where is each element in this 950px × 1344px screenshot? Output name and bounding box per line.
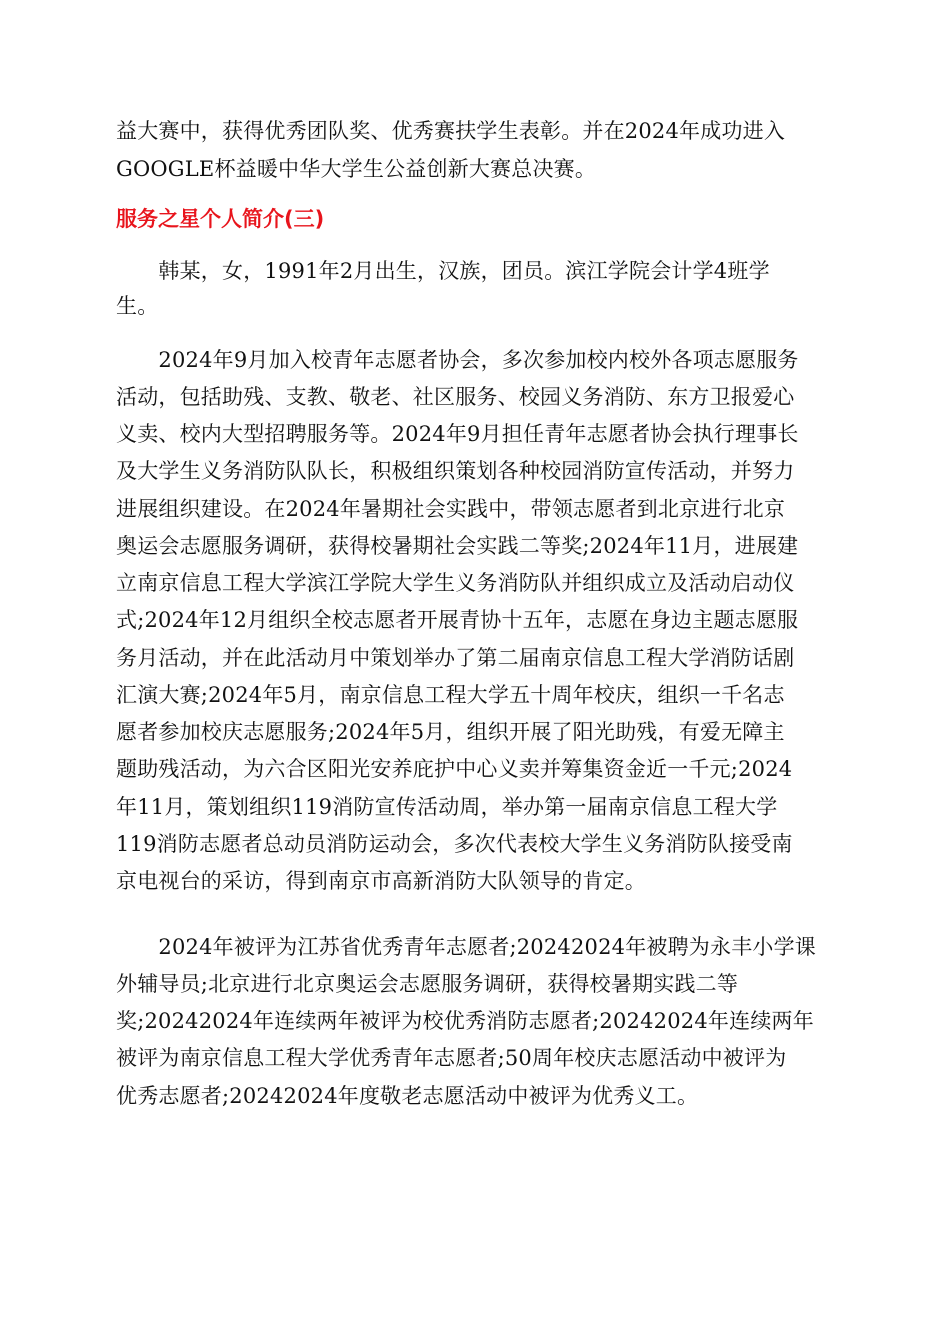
paragraph-line: 被评为南京信息工程大学优秀青年志愿者;50周年校庆志愿活动中被评为 xyxy=(116,1046,787,1070)
paragraph-line: 韩某，女，1991年2月出生，汉族，团员。滨江学院会计学4班学 xyxy=(116,259,770,283)
paragraph-line: 务月活动，并在此活动月中策划举办了第二届南京信息工程大学消防话剧 xyxy=(116,646,795,670)
paragraph-line: 2024年被评为江苏省优秀青年志愿者;20242024年被聘为永丰小学课 xyxy=(116,935,817,959)
paragraph-line: 式;2024年12月组织全校志愿者开展青协十五年，志愿在身边主题志愿服 xyxy=(116,608,799,632)
paragraph-line: 立南京信息工程大学滨江学院大学生义务消防队并组织成立及活动启动仪 xyxy=(116,571,795,595)
section-heading: 服务之星个人简介(三) xyxy=(116,207,325,231)
paragraph-line: 汇演大赛;2024年5月，南京信息工程大学五十周年校庆，组织一千名志 xyxy=(116,683,785,707)
intro-line: GOOGLE杯益暖中华大学生公益创新大赛总决赛。 xyxy=(116,157,597,181)
paragraph-line: 活动，包括助残、支教、敬老、社区服务、校园义务消防、东方卫报爱心 xyxy=(116,385,795,409)
paragraph-line: 愿者参加校庆志愿服务;2024年5月，组织开展了阳光助残，有爱无障主 xyxy=(116,720,785,744)
paragraph-line: 奥运会志愿服务调研，获得校暑期社会实践二等奖;2024年11月，进展建 xyxy=(116,534,799,558)
paragraph-line: 进展组织建设。在2024年暑期社会实践中，带领志愿者到北京进行北京 xyxy=(116,497,786,521)
paragraph-line: 外辅导员;北京进行北京奥运会志愿服务调研，获得校暑期实践二等 xyxy=(116,972,739,996)
paragraph-line: 119消防志愿者总动员消防运动会，多次代表校大学生义务消防队接受南 xyxy=(116,832,793,856)
paragraph-line: 2024年9月加入校青年志愿者协会，多次参加校内校外各项志愿服务 xyxy=(116,348,799,372)
paragraph-line: 及大学生义务消防队队长，积极组织策划各种校园消防宣传活动，并努力 xyxy=(116,459,795,483)
paragraph-line: 生。 xyxy=(116,294,159,318)
paragraph-line: 题助残活动，为六合区阳光安养庇护中心义卖并筹集资金近一千元;2024 xyxy=(116,757,793,781)
paragraph-line: 京电视台的采访，得到南京市高新消防大队领导的肯定。 xyxy=(116,869,646,893)
intro-line: 益大赛中，获得优秀团队奖、优秀赛扶学生表彰。并在2024年成功进入 xyxy=(116,119,786,143)
paragraph-line: 优秀志愿者;20242024年度敬老志愿活动中被评为优秀义工。 xyxy=(116,1084,699,1108)
paragraph-line: 义卖、校内大型招聘服务等。2024年9月担任青年志愿者协会执行理事长 xyxy=(116,422,799,446)
paragraph-line: 年11月，策划组织119消防宣传活动周，举办第一届南京信息工程大学 xyxy=(116,795,778,819)
paragraph-line: 奖;20242024年连续两年被评为校优秀消防志愿者;20242024年连续两年 xyxy=(116,1009,814,1033)
